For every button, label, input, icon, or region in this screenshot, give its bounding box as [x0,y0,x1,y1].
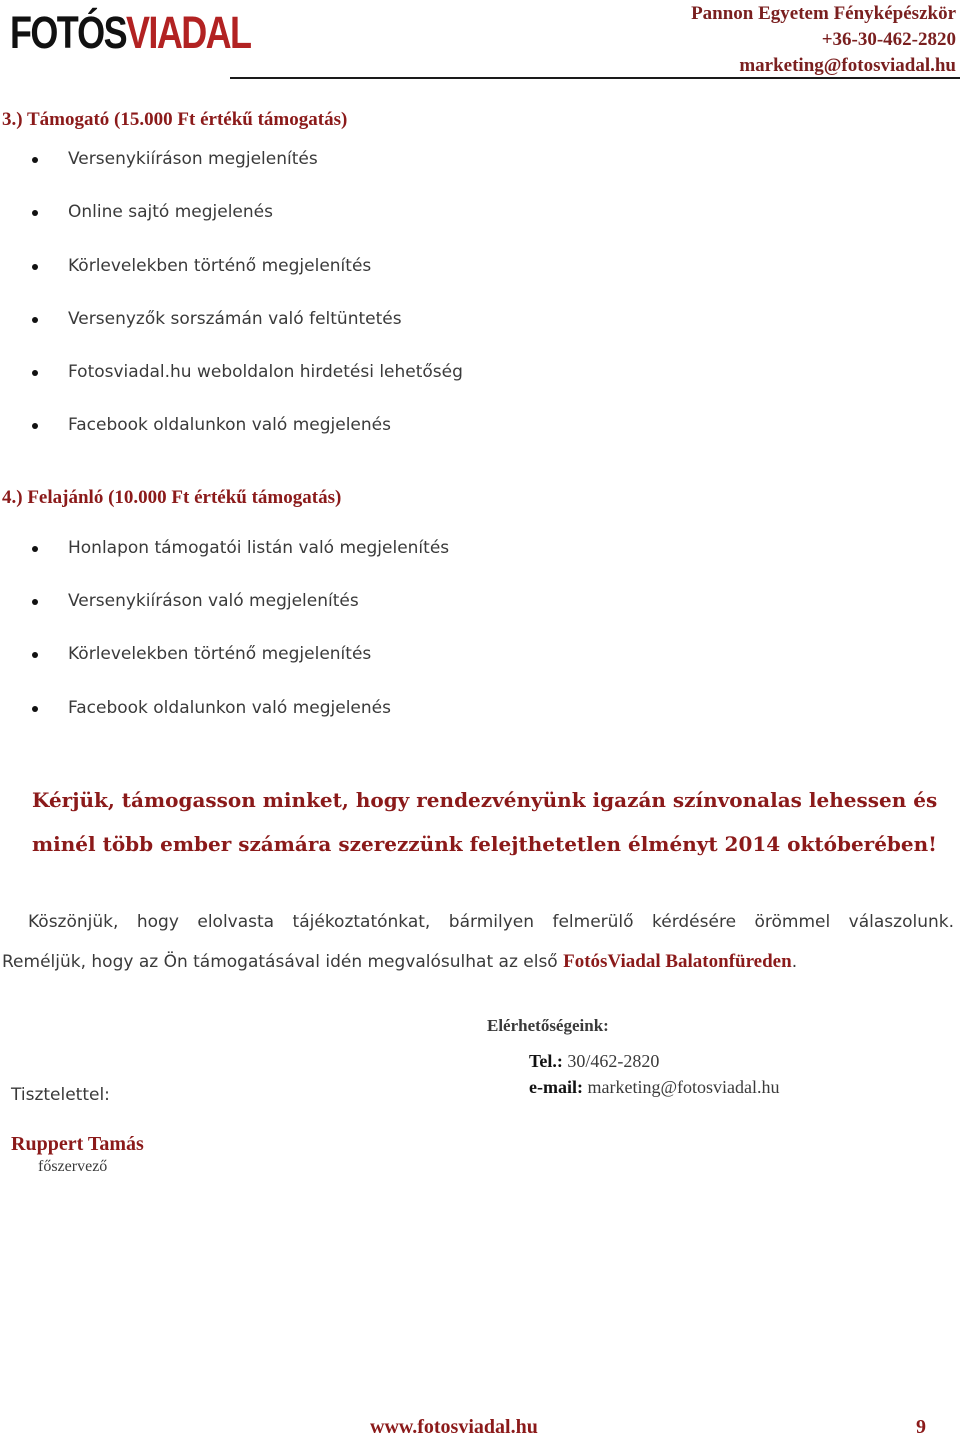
contact-email: e-mail: marketing@fotosviadal.hu [529,1077,780,1097]
signature-name: Ruppert Tamás [11,1133,144,1155]
contact-phone: Tel.: 30/462-2820 [529,1051,660,1071]
bullet-icon [32,599,38,605]
logo-part2: VIADAL [126,7,251,58]
contact-heading: Elérhetőségeink: [487,1016,609,1035]
bullet-icon [32,264,38,270]
page-number: 9 [916,1416,926,1438]
bullet-icon [32,546,38,552]
list-item: Honlapon támogatói listán való megjelenítés [68,537,449,559]
bullet-icon [32,157,38,163]
thanks-paragraph [2,903,954,982]
list-item: Online sajtó megjelenés [68,201,273,223]
fotosviadal-logo [10,6,251,60]
bullet-icon [32,370,38,376]
header-contact [691,1,956,79]
list-item: Versenykiíráson való megjelenítés [68,590,359,612]
thanks-line: Reméljük, hogy az Ön támogatásával idén megvalósulhat az első FotósViadal Balatonfüreden. [2,951,798,972]
event-highlight: FotósViadal Balatonfüreden [563,951,792,972]
list-item: Facebook oldalunkon való megjelenés [68,697,391,719]
greeting: Tisztelettel: [11,1085,110,1105]
bullet-icon [32,210,38,216]
bullet-icon [32,652,38,658]
list-item: Körlevelekben történő megjelenítés [68,643,371,665]
bullet-icon [32,423,38,429]
bullet-icon [32,317,38,323]
list-item: Körlevelekben történő megjelenítés [68,255,371,277]
logo-part1: FOTÓS [10,7,126,58]
support-plea [32,778,938,866]
list-item: Versenykiíráson megjelenítés [68,148,318,170]
list-item: Facebook oldalunkon való megjelenés [68,414,391,436]
header-divider [230,77,960,79]
thanks-line: Köszönjük, hogy elolvasta tájékoztatónkat, bármilyen felmerülő kérdésére örömmel válaszolunk. [28,912,954,932]
list-item: Fotosviadal.hu weboldalon hirdetési lehetőség [68,361,463,383]
signature-role: főszervező [38,1158,108,1175]
list-item: Versenyzők sorszámán való feltüntetés [68,308,402,330]
bullet-icon [32,706,38,712]
plea-line: minél több ember számára szerezzünk felejthetetlen élményt 2014 októberében! [32,832,937,856]
footer-url[interactable]: www.fotosviadal.hu [370,1416,538,1438]
header-org: Pannon Egyetem Fényképészkör [691,3,956,24]
section3-heading: 3.) Támogató (15.000 Ft értékű támogatás) [2,109,348,130]
section4-heading: 4.) Felajánló (10.000 Ft értékű támogatás) [2,487,342,508]
header-phone: +36-30-462-2820 [821,29,956,50]
plea-line: Kérjük, támogasson minket, hogy rendezvényünk igazán színvonalas lehessen és [32,788,938,812]
header-email: marketing@fotosviadal.hu [739,55,956,76]
